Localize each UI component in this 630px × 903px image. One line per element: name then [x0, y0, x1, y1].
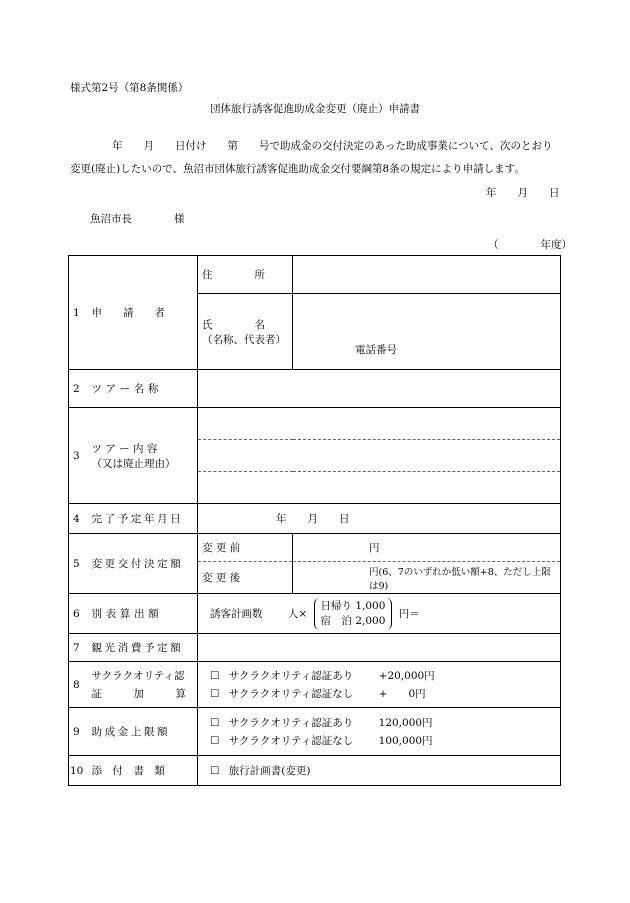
grant-limit-opt-2-label: サクラクオリティ認証なし	[228, 734, 354, 747]
row-tourism-spend	[69, 634, 561, 662]
body-line-2: 変更(廃止)したいので、魚沼市団体旅行誘客促進助成金交付要綱第8条の規定により申請します。	[70, 163, 525, 175]
plan-label: 誘客計画数	[210, 607, 263, 620]
row-completion-date	[69, 504, 561, 534]
before-field[interactable]	[293, 534, 561, 562]
row-tour-content-1	[69, 408, 561, 440]
application-table	[68, 255, 561, 786]
document-title: 団体旅行誘客促進助成金変更（廃止）申請書	[210, 103, 420, 115]
date-line: 年 月 日	[486, 187, 560, 199]
label-completion-date: 完了予定年月日	[88, 504, 198, 534]
row-num-9: 9	[69, 708, 88, 756]
tour-content-line-1[interactable]	[198, 408, 561, 440]
overnight-rate: 宿 泊 2,000	[320, 614, 386, 627]
label-tour-name: ツアー名称	[88, 370, 198, 408]
attachments-opt-1-label: 旅行計画書(変更)	[228, 765, 311, 777]
row-num-7: 7	[69, 634, 88, 662]
people-unit: 人×	[287, 607, 308, 620]
row-num-3: 3	[69, 408, 88, 504]
address-label: 住 所	[198, 256, 293, 294]
row-num-6: 6	[69, 594, 88, 634]
body-text	[70, 138, 560, 184]
phone-label: 電話番号	[355, 344, 397, 356]
equals-yen: 円＝	[398, 607, 420, 620]
row-calculation	[69, 594, 561, 634]
attachments-opt-1[interactable]	[210, 765, 310, 777]
attachments-options	[198, 756, 561, 786]
checkbox-icon[interactable]: ☐	[210, 734, 220, 747]
sakura-bonus-opt-2[interactable]	[210, 685, 556, 703]
grant-limit-opt-2-value: 100,000円	[378, 734, 433, 747]
tour-content-line-3[interactable]	[198, 472, 561, 504]
row-num-5: 5	[69, 534, 88, 594]
before-label: 変 更 前	[198, 534, 293, 562]
grant-limit-opt-2[interactable]	[210, 732, 556, 750]
label-tourism-spend: 観光消費予定額	[88, 634, 198, 662]
name-field[interactable]	[293, 294, 561, 370]
after-value: 円(6、7のいずれか低い額+8、ただし上限は9)	[369, 566, 551, 592]
name-label-line-1: 氏 名	[202, 318, 265, 331]
checkbox-icon[interactable]: ☐	[210, 687, 220, 700]
tourism-spend-field[interactable]	[198, 634, 561, 662]
row-num-2: 2	[69, 370, 88, 408]
sakura-bonus-opt-1[interactable]	[210, 667, 556, 685]
sakura-label-1: サクラクオリティ認	[91, 669, 185, 682]
grant-limit-opt-1-value: 120,000円	[378, 716, 433, 729]
sakura-bonus-opt-2-value: + 0円	[378, 687, 426, 700]
calculation-field[interactable]	[198, 594, 561, 634]
fiscal-year: （ 年度）	[488, 239, 572, 251]
row-change-before	[69, 534, 561, 562]
sakura-label-2: 証 加 算	[91, 687, 186, 700]
row-tour-name	[69, 370, 561, 408]
row-num-1: 1	[69, 256, 88, 370]
label-applicant: 申 請 者	[88, 256, 198, 370]
grant-limit-opt-1[interactable]	[210, 714, 556, 732]
row-attachments	[69, 756, 561, 786]
sakura-bonus-opt-1-value: +20,000円	[378, 669, 435, 682]
before-value: 円	[369, 542, 380, 554]
grant-limit-options	[198, 708, 561, 756]
checkbox-icon[interactable]: ☐	[210, 716, 220, 729]
tour-content-line-2[interactable]	[198, 440, 561, 472]
sakura-bonus-opt-1-label: サクラクオリティ認証あり	[228, 669, 354, 682]
sakura-bonus-opt-2-label: サクラクオリティ認証なし	[228, 687, 354, 700]
row-address	[69, 256, 561, 294]
after-field[interactable]	[293, 562, 561, 594]
name-label	[198, 294, 293, 370]
completion-date-value: 年 月 日	[276, 513, 350, 525]
sakura-bonus-options	[198, 662, 561, 708]
grant-limit-opt-1-label: サクラクオリティ認証あり	[228, 716, 354, 729]
checkbox-icon[interactable]: ☐	[210, 765, 220, 777]
tour-content-label-2: （又は廃止理由）	[91, 457, 176, 470]
label-attachments: 添 付 書 類	[88, 756, 198, 786]
row-num-10: 10	[69, 756, 88, 786]
row-grant-limit	[69, 708, 561, 756]
label-change-amount: 変更交付決定額	[88, 534, 198, 594]
day-trip-rate: 日帰り 1,000	[320, 599, 386, 612]
checkbox-icon[interactable]: ☐	[210, 669, 220, 682]
body-line-1: 年 月 日付け 第 号で助成金の交付決定のあった助成事業について、次のとおり	[70, 140, 553, 152]
tour-name-field[interactable]	[198, 370, 561, 408]
form-id: 様式第2号（第8条関係）	[70, 82, 189, 94]
addressee: 魚沼市長 様	[90, 213, 185, 225]
completion-date-field[interactable]	[198, 504, 561, 534]
row-sakura-bonus	[69, 662, 561, 708]
label-tour-content	[88, 408, 198, 504]
rate-brace	[314, 598, 393, 630]
address-field[interactable]	[293, 256, 561, 294]
row-num-4: 4	[69, 504, 88, 534]
tour-content-label-1: ツ ア ー 内 容	[91, 442, 158, 455]
label-grant-limit: 助成金上限額	[88, 708, 198, 756]
row-num-8: 8	[69, 662, 88, 708]
after-label: 変 更 後	[198, 562, 293, 594]
name-label-line-2: （名称、代表者）	[202, 333, 286, 346]
label-calculation: 別表算出額	[88, 594, 198, 634]
label-sakura-bonus	[88, 662, 198, 708]
